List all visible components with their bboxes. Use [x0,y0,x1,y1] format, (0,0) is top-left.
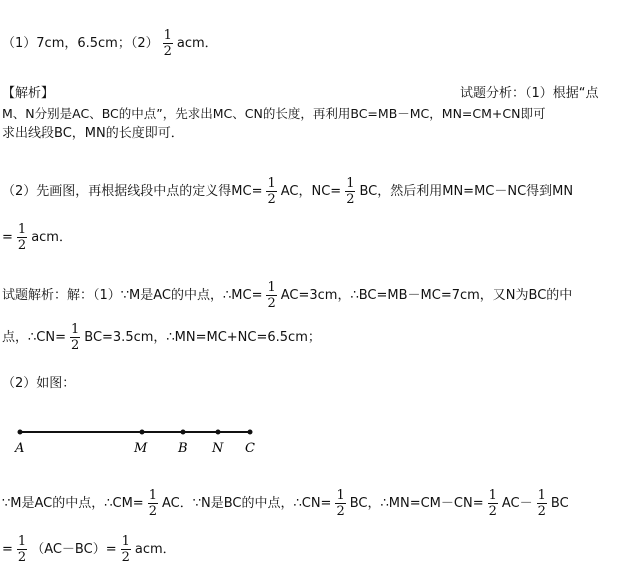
fraction-half: $\frac{1}{2}$ [488,488,497,519]
fraction-half: $\frac{1}{2}$ [267,176,276,207]
solution-line-3: （2）如图： [2,376,76,391]
fraction-half: $\frac{1}{2}$ [17,222,27,253]
solution-text-4a: ∵M是AC的中点，∴CM= [2,496,144,511]
part2-text-c: BC，然后利用MN=MC－NC得到MN [359,184,574,199]
solution-text-4b: AC．∵N是BC的中点，∴CN= [161,496,332,511]
solution-text-2a: 点，∴CN= [2,330,66,345]
fraction-half: $\frac{1}{2}$ [17,534,27,565]
fraction-half: $\frac{1}{2}$ [148,488,157,519]
solution-text-2b: BC=3.5cm，∴MN=MC+NC=6.5cm； [84,330,321,345]
analysis-heading: 【解析】 [2,86,55,101]
fraction-half: $\frac{1}{2}$ [346,176,355,207]
answer-line [2,28,218,59]
label-m: M [134,441,148,456]
fraction-half: $\frac{1}{2}$ [537,488,546,519]
solution-text-5b: （AC－BC）= [31,542,117,557]
part2-analysis [2,176,573,207]
part2-text-e: acm． [31,230,72,245]
solution-text-5a: = [2,542,13,557]
solution-text-1a: 试题解析：解：（1）∵M是AC的中点，∴MC= [2,288,263,303]
fraction-half: $\frac{1}{2}$ [163,28,172,59]
solution-text-5c: acm． [134,542,176,557]
solution-text-4c: BC，∴MN=CM－CN= [349,496,484,511]
hint-line-3: 求出线段BC，MN的长度即可． [2,126,184,141]
answer-part1: （1）7cm，6.5cm；（2） [2,36,159,51]
solution-text-4d: AC－ [501,496,533,511]
part2-text-b: AC，NC= [280,184,342,199]
answer-part2: acm． [176,36,218,51]
segment-diagram-svg [10,420,270,460]
point-a [18,430,23,435]
fraction-half: $\frac{1}{2}$ [336,488,345,519]
solution-text-1b: AC=3cm，∴BC=MB－MC=7cm，又N为BC的中 [280,288,573,303]
segment-diagram [10,420,270,460]
point-b [181,430,186,435]
solution-line-5 [2,534,176,565]
fraction-half: $\frac{1}{2}$ [121,534,130,565]
solution-line-2 [2,322,321,353]
hint-line-2: M、N分别是AC、BC的中点”，先求出MC、CN的长度，再利用BC=MB－MC，MN=CM+CN即可 [2,106,546,121]
solution-line-4 [2,488,569,519]
part2-analysis-cont [2,222,72,253]
point-n [216,430,221,435]
label-a: A [15,441,25,456]
part2-text-a: （2）先画图，再根据线段中点的定义得MC= [2,184,263,199]
point-c [248,430,253,435]
solution-text-4e: BC [550,496,569,511]
label-b: B [178,441,188,456]
label-c: C [245,441,255,456]
fraction-half: $\frac{1}{2}$ [70,322,80,353]
label-n: N [212,441,224,456]
hint-label: 试题分析：（1）根据“点 [460,86,599,101]
part2-text-d: = [2,230,13,245]
solution-line-1 [2,280,572,311]
point-m [140,430,145,435]
fraction-half: $\frac{1}{2}$ [267,280,276,311]
